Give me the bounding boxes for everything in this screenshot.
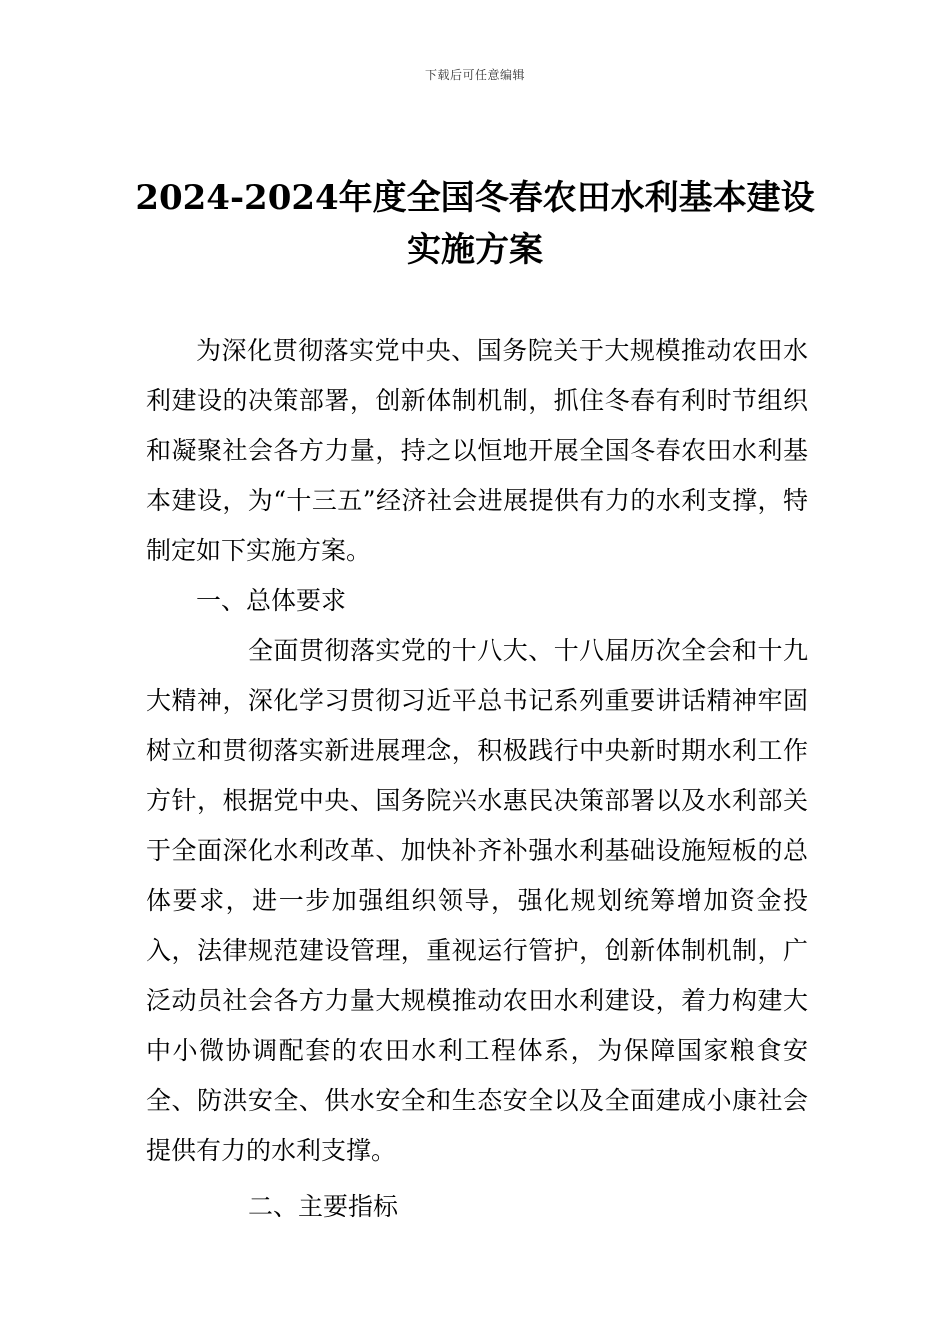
header-note: 下载后可任意编辑 bbox=[424, 68, 525, 82]
document-body bbox=[146, 326, 808, 1232]
document-title bbox=[120, 172, 830, 276]
paragraph-requirements: 全面贯彻落实党的十八大、十八届历次全会和十九大精神，深化学习贯彻习近平总书记系列重要讲话精神牢固树立和贯彻落实新进展理念，积极践行中央新时期水利工作方针，根据党中央、国务院兴水惠民决策部署以及水利部关于全面深化水利改革、加快补齐补强水利基础设施短板的总体要求，进一步加强组织领导，强化规划统筹增加资金投入，法律规范建设管理，重视运行管护，创新体制机制，广泛动员社会各方力量大规模推动农田水利建设，着力构建大中小微协调配套的农田水利工程体系，为保障国家粮食安全、防洪安全、供水安全和生态安全以及全面建成小康社会提供有力的水利支撑。 bbox=[146, 636, 808, 1165]
title-line-1: 2024-2024年度全国冬春农田水利基本建设 bbox=[135, 178, 815, 218]
paragraph-intro: 为深化贯彻落实党中央、国务院关于大规模推动农田水利建设的决策部署，创新体制机制，抓住冬春有利时节组织和凝聚社会各方力量，持之以恒地开展全国冬春农田水利基本建设，为“十三五”经济社会进展提供有力的水利支撑，特制定如下实施方案。 bbox=[146, 336, 808, 565]
section-heading-1: 一、总体要求 bbox=[196, 586, 347, 615]
section-heading-2: 二、主要指标 bbox=[248, 1192, 399, 1221]
title-line-2: 实施方案 bbox=[407, 230, 543, 270]
